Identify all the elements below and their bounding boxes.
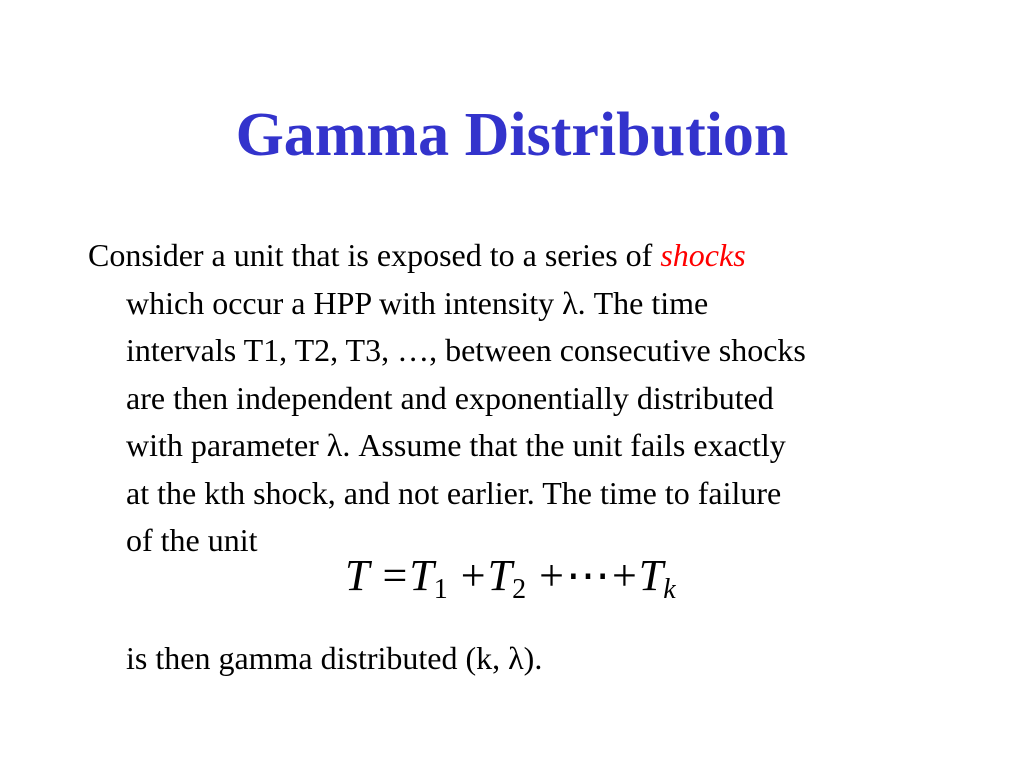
shocks-emphasis: shocks <box>660 237 746 273</box>
body-line-3: intervals T1, T2, T3, …, between consecutive shocks <box>126 332 806 368</box>
formula-sub-1: 1 <box>433 574 448 605</box>
formula-term-1: T <box>409 551 434 600</box>
formula-plus-3: + <box>611 551 637 600</box>
body-line-7: of the unit <box>126 522 258 558</box>
slide-body <box>88 232 988 565</box>
body-line-1-text: Consider a unit that is exposed to a series of <box>88 237 661 273</box>
formula-ellipsis: ⋯ <box>565 551 610 600</box>
sum-formula <box>345 548 676 610</box>
body-line-2: which occur a HPP with intensity λ. The time <box>126 284 709 321</box>
body-line-6: at the kth shock, and not earlier. The time to failure <box>126 474 782 511</box>
body-line-1 <box>88 232 988 280</box>
formula-lhs: T <box>345 551 370 600</box>
formula-sub-k: k <box>663 574 676 605</box>
formula-equals: = <box>382 551 408 600</box>
formula-term-2: T <box>487 551 513 600</box>
formula-plus-1: + <box>460 551 486 600</box>
body-line-5: with parameter λ. Assume that the unit fails exactly <box>126 427 786 463</box>
formula-sub-2: 2 <box>512 574 527 605</box>
body-line-4: are then independent and exponentially distributed <box>126 379 774 416</box>
formula-plus-2: + <box>539 551 564 600</box>
slide-title: Gamma Distribution <box>235 101 789 169</box>
closing-text: is then gamma distributed (k, λ). <box>126 640 543 676</box>
formula-term-k: T <box>638 551 664 600</box>
